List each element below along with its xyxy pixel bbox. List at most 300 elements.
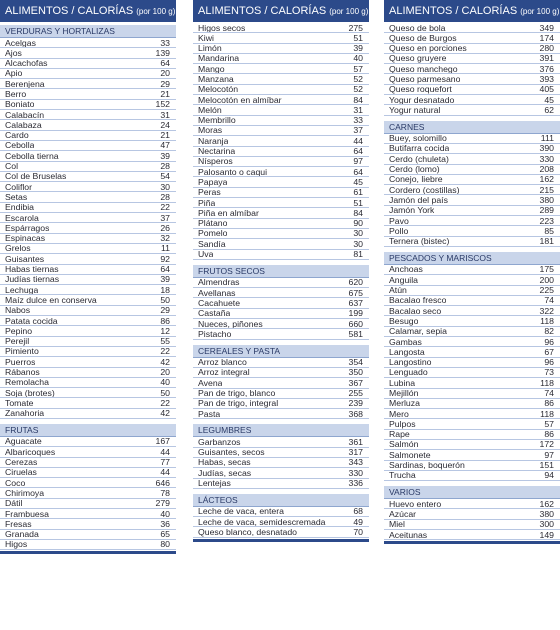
food-name: Judías, secas	[198, 468, 252, 478]
calorie-value: 289	[539, 205, 554, 216]
food-name: Salmón	[389, 439, 419, 450]
calorie-value: 64	[160, 58, 170, 69]
food-row	[0, 519, 176, 529]
food-name: Manzana	[198, 74, 234, 84]
calorie-value: 215	[539, 185, 554, 195]
food-row	[384, 499, 560, 509]
food-row	[0, 468, 176, 478]
calorie-value: 223	[539, 216, 554, 226]
calorie-value: 167	[155, 436, 170, 447]
food-section	[384, 23, 560, 116]
food-name: Dátil	[5, 498, 23, 509]
calorie-value: 20	[160, 68, 170, 79]
calorie-value: 67	[544, 347, 554, 357]
food-row	[0, 368, 176, 378]
calorie-value: 200	[539, 275, 554, 285]
calorie-value: 64	[353, 146, 363, 157]
column-header	[384, 0, 560, 22]
food-row	[193, 479, 369, 489]
food-name: Coliflor	[5, 182, 33, 192]
food-row	[384, 237, 560, 247]
food-name: Cordero (costillas)	[389, 185, 460, 195]
food-row	[193, 85, 369, 95]
calorie-value: 139	[155, 48, 170, 58]
food-name: Rape	[389, 429, 410, 440]
food-name: Judías tiernas	[5, 274, 60, 285]
food-row	[0, 192, 176, 202]
food-row	[0, 398, 176, 408]
calorie-value: 57	[353, 64, 363, 74]
food-name: Membrillo	[198, 115, 236, 126]
food-name: Espárragos	[5, 223, 50, 233]
food-row	[0, 499, 176, 509]
food-list	[193, 278, 369, 340]
calorie-value: 39	[160, 151, 170, 161]
food-row	[193, 298, 369, 308]
food-row	[384, 226, 560, 236]
food-name: Peras	[198, 187, 221, 198]
food-name: Chirimoya	[5, 488, 45, 498]
food-name: Fresas	[5, 519, 32, 529]
food-list	[384, 134, 560, 247]
food-name: Col	[5, 161, 19, 172]
food-name: Soja (brotes)	[5, 388, 55, 398]
food-name: Pimiento	[5, 346, 39, 357]
food-section	[0, 424, 176, 550]
food-name: Lubina	[389, 378, 416, 388]
food-row	[0, 347, 176, 357]
food-name: Almendras	[198, 277, 240, 288]
food-row	[384, 185, 560, 195]
calorie-value: 317	[348, 447, 363, 458]
section-title: FRUTAS	[0, 424, 176, 437]
calorie-value: 393	[539, 74, 554, 84]
food-row	[384, 105, 560, 115]
food-name: Atún	[389, 285, 407, 296]
food-name: Higos secos	[198, 23, 246, 33]
column-header-title: ALIMENTOS / CALORÍAS	[389, 5, 518, 17]
food-name: Trucha	[389, 470, 416, 481]
calorie-value: 149	[539, 530, 554, 540]
food-row	[384, 175, 560, 185]
calorie-value: 275	[348, 23, 363, 33]
food-list	[0, 437, 176, 550]
food-name: Alcachofas	[5, 58, 48, 69]
calorie-value: 151	[539, 460, 554, 471]
calorie-value: 336	[348, 478, 363, 489]
food-name: Perejil	[5, 336, 30, 347]
food-section	[193, 23, 369, 260]
calorie-value: 21	[160, 130, 170, 141]
food-name: Salmonete	[389, 450, 431, 460]
food-section	[193, 424, 369, 488]
food-row	[0, 388, 176, 398]
food-name: Mero	[389, 409, 409, 419]
calorie-value: 30	[353, 239, 363, 249]
food-name: Cerdo (lomo)	[389, 164, 440, 175]
food-name: Anchoas	[389, 264, 423, 275]
food-name: Melocotón en almíbar	[198, 95, 282, 105]
calorie-value: 44	[160, 467, 170, 478]
food-row	[0, 79, 176, 89]
calorie-value: 42	[160, 357, 170, 367]
food-row	[0, 326, 176, 336]
food-row	[193, 177, 369, 187]
calorie-value: 390	[539, 143, 554, 154]
food-row	[0, 203, 176, 213]
calorie-value: 97	[353, 156, 363, 167]
food-row	[193, 329, 369, 339]
food-name: Lentejas	[198, 478, 231, 489]
calorie-value: 45	[353, 177, 363, 187]
food-name: Pasta	[198, 409, 221, 419]
food-name: Apio	[5, 68, 23, 79]
calorie-value: 70	[353, 527, 363, 537]
section-title: CEREALES Y PASTA	[193, 345, 369, 358]
calorie-value: 44	[353, 136, 363, 146]
food-name: Pepino	[5, 326, 33, 336]
food-name: Remolacha	[5, 377, 49, 388]
food-name: Avena	[198, 378, 223, 388]
food-name: Jamón del país	[389, 195, 448, 205]
calorie-value: 376	[539, 64, 554, 74]
food-name: Coco	[5, 478, 26, 488]
calorie-value: 84	[353, 208, 363, 218]
section-title: LEGUMBRES	[193, 424, 369, 437]
food-name: Piña	[198, 198, 216, 208]
food-row	[384, 154, 560, 164]
food-row	[384, 144, 560, 154]
calorie-value: 354	[348, 357, 363, 368]
section-title: CARNES	[384, 121, 560, 134]
calorie-value: 68	[353, 506, 363, 517]
food-name: Pomelo	[198, 228, 228, 239]
food-name: Queso roquefort	[389, 84, 452, 95]
food-row	[0, 213, 176, 223]
calorie-value: 78	[160, 488, 170, 498]
food-row	[0, 295, 176, 305]
food-section	[384, 486, 560, 540]
food-name: Melón	[198, 105, 222, 115]
column-footer-bar	[193, 539, 369, 542]
food-name: Langosta	[389, 347, 425, 357]
food-row	[0, 478, 176, 488]
calorie-value: 162	[539, 174, 554, 185]
food-row	[384, 430, 560, 440]
food-name: Bacalao fresco	[389, 295, 447, 306]
food-name: Berro	[5, 89, 27, 99]
calorie-value: 675	[348, 288, 363, 298]
food-name: Lenguado	[389, 367, 428, 378]
calorie-value: 152	[155, 99, 170, 110]
food-row	[0, 244, 176, 254]
food-name: Castaña	[198, 308, 231, 319]
food-row	[384, 286, 560, 296]
food-section	[193, 265, 369, 340]
calorie-value: 349	[539, 23, 554, 33]
food-name: Cebolla	[5, 140, 35, 151]
food-row	[384, 64, 560, 74]
food-row	[384, 275, 560, 285]
food-list	[193, 437, 369, 488]
food-row	[0, 488, 176, 498]
food-row	[193, 319, 369, 329]
food-name: Lechuga	[5, 285, 39, 295]
calorie-value: 50	[160, 295, 170, 305]
food-row	[384, 54, 560, 64]
calorie-value: 24	[160, 120, 170, 130]
calorie-value: 37	[353, 125, 363, 136]
calorie-value: 61	[353, 187, 363, 198]
calorie-value: 39	[160, 274, 170, 285]
food-name: Ajos	[5, 48, 22, 58]
food-row	[384, 316, 560, 326]
food-row	[193, 288, 369, 298]
column-3	[384, 0, 560, 544]
food-row	[384, 409, 560, 419]
food-row	[193, 239, 369, 249]
food-name: Nueces, piñones	[198, 319, 263, 329]
calorie-value: 330	[348, 468, 363, 478]
calorie-value: 45	[544, 95, 554, 105]
calorie-value: 28	[160, 192, 170, 202]
food-row	[384, 33, 560, 43]
food-name: Cerdo (chuleta)	[389, 154, 449, 164]
food-name: Merluza	[389, 398, 420, 409]
food-list	[384, 23, 560, 116]
food-row	[384, 450, 560, 460]
calorie-value: 322	[539, 306, 554, 316]
calorie-value: 637	[348, 298, 363, 308]
food-row	[0, 357, 176, 367]
food-row	[384, 165, 560, 175]
food-row	[0, 234, 176, 244]
food-name: Cebolla tierna	[5, 151, 59, 161]
food-name: Cerezas	[5, 457, 38, 468]
calorie-value: 175	[539, 264, 554, 275]
calorie-value: 21	[160, 89, 170, 99]
calorie-value: 32	[160, 233, 170, 244]
food-name: Queso gruyere	[389, 53, 447, 64]
food-row	[384, 530, 560, 540]
calorie-value: 52	[353, 74, 363, 84]
calorie-value: 581	[348, 329, 363, 339]
food-name: Moras	[198, 125, 223, 136]
food-row	[193, 157, 369, 167]
calorie-value: 64	[353, 167, 363, 177]
calorie-value: 30	[353, 228, 363, 239]
food-name: Boniato	[5, 99, 35, 110]
calorie-value: 36	[160, 519, 170, 529]
food-name: Albaricoques	[5, 447, 56, 457]
calorie-value: 330	[539, 154, 554, 164]
calorie-value: 31	[160, 110, 170, 120]
food-name: Col de Bruselas	[5, 171, 67, 182]
calorie-value: 279	[155, 498, 170, 509]
food-name: Higos	[5, 539, 28, 550]
food-row	[193, 409, 369, 419]
food-name: Palosanto o caqui	[198, 167, 268, 177]
calorie-value: 33	[160, 38, 170, 48]
food-name: Maíz dulce en conserva	[5, 295, 97, 305]
food-name: Queso parmesano	[389, 74, 461, 84]
column-header	[193, 0, 369, 22]
food-row	[0, 100, 176, 110]
food-row	[193, 458, 369, 468]
column-header-title: ALIMENTOS / CALORÍAS	[198, 5, 327, 17]
food-name: Guisantes	[5, 254, 45, 264]
food-name: Aceitunas	[389, 530, 428, 540]
calorie-value: 111	[540, 133, 554, 144]
food-list	[193, 23, 369, 260]
food-name: Arroz blanco	[198, 357, 247, 368]
food-name: Garbanzos	[198, 437, 241, 447]
food-row	[384, 23, 560, 33]
calorie-value: 31	[353, 105, 363, 115]
food-row	[0, 378, 176, 388]
food-list	[0, 38, 176, 419]
calorie-value: 174	[539, 33, 554, 43]
calorie-value: 40	[160, 509, 170, 519]
calorie-value: 343	[348, 457, 363, 468]
food-row	[193, 147, 369, 157]
food-row	[384, 461, 560, 471]
food-row	[0, 437, 176, 447]
food-row	[384, 419, 560, 429]
calorie-value: 62	[544, 105, 554, 115]
food-name: Queso en porciones	[389, 43, 467, 54]
calorie-value: 280	[539, 43, 554, 54]
food-row	[0, 182, 176, 192]
food-name: Cardo	[5, 130, 29, 141]
section-title: VARIOS	[384, 486, 560, 499]
calorie-value: 96	[544, 357, 554, 368]
food-row	[0, 162, 176, 172]
food-row	[384, 306, 560, 316]
food-name: Patata cocida	[5, 316, 58, 326]
calorie-value: 208	[539, 164, 554, 175]
food-row	[193, 44, 369, 54]
food-list	[193, 358, 369, 420]
food-name: Queso de bola	[389, 23, 446, 33]
food-name: Queso manchego	[389, 64, 458, 74]
calorie-value: 22	[160, 346, 170, 357]
food-row	[193, 437, 369, 447]
calorie-value: 350	[348, 367, 363, 378]
calorie-value: 77	[160, 457, 170, 468]
food-name: Rábanos	[5, 367, 40, 377]
food-row	[193, 95, 369, 105]
food-row	[384, 399, 560, 409]
calorie-value: 84	[353, 95, 363, 105]
calorie-value: 65	[160, 529, 170, 540]
column-1	[0, 0, 176, 554]
food-row	[193, 54, 369, 64]
food-name: Sandía	[198, 239, 226, 249]
food-name: Berenjena	[5, 79, 45, 89]
food-row	[193, 64, 369, 74]
food-name: Tomate	[5, 398, 34, 408]
food-row	[0, 69, 176, 79]
food-row	[384, 216, 560, 226]
food-name: Nabos	[5, 305, 31, 316]
food-list	[193, 507, 369, 538]
column-2	[193, 0, 369, 542]
food-name: Ternera (bistec)	[389, 236, 450, 247]
calorie-value: 405	[539, 84, 554, 95]
food-row	[0, 285, 176, 295]
food-row	[0, 265, 176, 275]
section-title: FRUTOS SECOS	[193, 265, 369, 278]
food-row	[0, 59, 176, 69]
food-name: Pollo	[389, 226, 409, 236]
food-name: Papaya	[198, 177, 228, 187]
food-name: Arroz integral	[198, 367, 250, 378]
food-name: Huevo entero	[389, 499, 442, 509]
calorie-value: 47	[160, 140, 170, 151]
food-name: Calamar, sepia	[389, 326, 447, 337]
food-section	[384, 121, 560, 247]
column-footer-bar	[384, 541, 560, 544]
food-name: Gambas	[389, 337, 422, 347]
food-name: Frambuesa	[5, 509, 49, 519]
food-name: Pistacho	[198, 329, 232, 339]
calorie-value: 162	[539, 499, 554, 509]
calorie-value: 18	[160, 285, 170, 295]
calorie-value: 225	[539, 285, 554, 296]
calorie-value: 660	[348, 319, 363, 329]
food-row	[384, 134, 560, 144]
food-row	[193, 219, 369, 229]
food-name: Grelos	[5, 243, 31, 254]
food-name: Azúcar	[389, 509, 417, 519]
column-header-unit: (por 100 g)	[136, 7, 176, 16]
food-name: Langostino	[389, 357, 432, 368]
calorie-value: 26	[160, 223, 170, 233]
food-name: Piña en almíbar	[198, 208, 259, 218]
food-row	[384, 327, 560, 337]
column-footer-bar	[0, 551, 176, 554]
food-row	[193, 229, 369, 239]
food-name: Cacahuete	[198, 298, 241, 308]
food-name: Avellanas	[198, 288, 236, 298]
calorie-value: 96	[544, 337, 554, 347]
food-section	[0, 25, 176, 419]
food-section	[193, 494, 369, 538]
food-name: Leche de vaca, semidescremada	[198, 517, 326, 527]
calorie-value: 255	[348, 388, 363, 398]
food-name: Queso de Burgos	[389, 33, 457, 43]
food-row	[0, 223, 176, 233]
food-row	[0, 131, 176, 141]
food-row	[193, 74, 369, 84]
food-row	[193, 309, 369, 319]
food-row	[193, 399, 369, 409]
calorie-value: 51	[353, 33, 363, 43]
calorie-value: 118	[540, 378, 554, 388]
section-title: VERDURAS Y HORTALIZAS	[0, 25, 176, 38]
food-row	[0, 409, 176, 419]
calorie-value: 54	[160, 171, 170, 182]
food-row	[0, 316, 176, 326]
calorie-value: 64	[160, 264, 170, 275]
food-row	[193, 448, 369, 458]
calorie-value: 51	[353, 198, 363, 208]
calorie-value: 44	[160, 447, 170, 457]
food-name: Butifarra cocida	[389, 143, 450, 154]
calorie-value: 52	[353, 84, 363, 95]
calorie-value: 50	[160, 388, 170, 398]
